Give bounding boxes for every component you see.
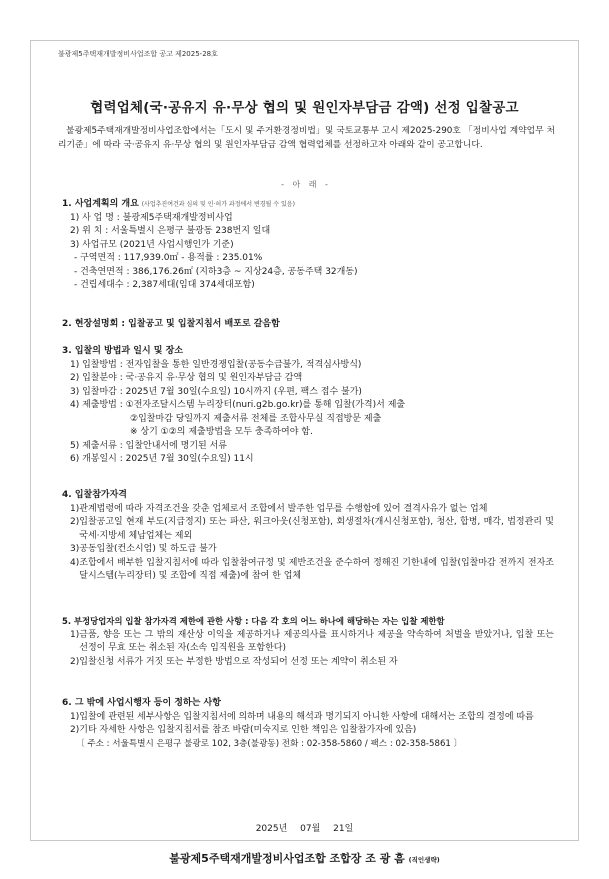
section-2 — [62, 318, 554, 332]
section-2-title: 2. 현장설명회 : 입찰공고 및 입찰지침서 배포로 갈음함 — [62, 319, 280, 329]
section-6-title: 6. 그 밖에 사업시행자 등이 정하는 사항 — [62, 698, 221, 708]
section-1-note: (사업추진여건과 심의 및 인·허가 과정에서 변경될 수 있음) — [141, 201, 295, 208]
section-3-subitem: ②입찰마감 당일까지 제출서류 전체를 조합사무실 직접방문 제출 — [130, 413, 382, 424]
section-1-title: 1. 사업계획의 개요 (사업추진여건과 심의 및 인·허가 과정에서 변경될 수 있음) — [62, 199, 295, 209]
notice-number: 불광제5주택재개발정비사업조합 공고 제2025-28호 — [58, 50, 218, 58]
section-3-subitem: ※ 상기 ①②의 제출방법을 모두 충족하여야 함. — [130, 427, 313, 437]
section-6-item: 2) 기타 자세한 사항은 입찰지침서를 참조 바람(미숙지로 인한 책임은 입찰참가자에 있음) — [70, 725, 417, 735]
section-5-item: 2) 입찰신청 서류가 거짓 또는 부정한 방법으로 작성되어 선정 또는 계약이 취소된 자 — [70, 656, 398, 667]
section-5-item: 1) 금품, 향응 또는 그 밖의 재산상 이익을 제공하거나 제공의사를 표시하거나 제공을 약속하여 처벌을 받았거나, 입찰 또는 선정이 무효 또는 취소된 자(소속 임직원을 포함한다) — [70, 629, 554, 653]
section-4-item: 4) 조합에서 배부한 입찰지침서에 따라 입찰참여규정 및 제반조건을 준수하여 정해진 기한내에 입찰(입찰마감 전까지 전자조달시스템(누리장터) 및 조합에 직접 제출)에 참여 한 업체 — [70, 557, 554, 581]
section-4-item: 3) 공동입찰(컨소시엄) 및 하도급 불가 — [70, 544, 217, 554]
announcement-date: 2025년 07월 21일 — [255, 824, 354, 834]
section-6-item: 1) 입찰에 관련된 세부사항은 입찰지침서에 의하며 내용의 해석과 명기되지 아니한 사항에 대해서는 조합의 결정에 따름 — [70, 711, 534, 722]
section-1-subitem: - 구역면적 : 117,939.0㎡ - 용적률 : 235.01% — [74, 253, 263, 263]
section-4-item: 2) 입찰공고일 현재 부도(지급정지) 또는 파산, 워크아웃(신청포함), 회생절차(개시신청포함), 청산, 합병, 매각, 법정관리 및 국세·지방세 체납업체는 제외 — [70, 517, 554, 541]
section-divider: - 아 래 - — [281, 180, 328, 189]
section-4 — [62, 489, 554, 584]
section-5 — [62, 615, 554, 669]
intro-paragraph: 불광제5주택재개발정비사업조합에서는「도시 및 주거환경정비법」및 국토교통부 고시 제2025-290호 「정비사업 계약업무 처리기준」에 따라 국·공유지 유·무상 협의 및 원인자부담금 감액 협력업체를 선정하고자 아래와 같이 공고합니다. — [58, 126, 555, 150]
section-3-item: 3) 입찰마감 : 2025년 7월 30일(수요일) 10시까지 (우편, 팩스 접수 불가) — [70, 386, 362, 397]
section-5-title: 5. 부정당업자의 입찰 참가자격 제한에 관한 사항 : 다음 각 호의 어느 하나에 해당하는 자는 입찰 제한함 — [62, 616, 445, 626]
section-1-item: 2) 위 치 : 서울특별시 은평구 불광동 238번지 일대 — [70, 226, 271, 236]
signature-line — [30, 850, 579, 866]
section-1-subitem: - 건립세대수 : 2,387세대(임대 374세대포함) — [74, 280, 255, 290]
section-6 — [62, 697, 554, 751]
section-1-item: 3) 사업규모 (2021년 사업시행인가 기준) — [70, 239, 234, 250]
section-3-item: 1) 입찰방법 : 전자입찰을 통한 일반경쟁입찰(공동수급불가, 적격심사방식) — [70, 359, 362, 370]
section-1-item: 1) 사 업 명 : 불광제5주택재개발정비사업 — [70, 212, 233, 223]
section-3-item: 4) 제출방법 : ①전자조달시스템 누리장터(nuri.g2b.go.kr)를 통해 입찰(가격)서 제출 — [70, 400, 406, 410]
section-3-item: 6) 개봉일시 : 2025년 7월 30일(수요일) 11시 — [70, 454, 254, 464]
section-3-item: 2) 입찰분야 : 국·공유지 유·무상 협의 및 원인자부담금 감액 — [70, 373, 303, 383]
section-4-title: 4. 입찰참가자격 — [62, 490, 127, 500]
page-title: 협력업체(국·공유지 유·무상 협의 및 원인자부담금 감액) 선정 입찰공고 — [90, 100, 519, 116]
section-3-title: 3. 입찰의 방법과 일시 및 장소 — [62, 346, 183, 356]
signature-note: (직인생략) — [408, 856, 440, 864]
section-3 — [62, 345, 554, 467]
section-3-item: 5) 제출서류 : 입찰안내서에 명기된 서류 — [70, 440, 227, 451]
signature-text: 불광제5주택재개발정비사업조합 조합장 조 광 흠 — [169, 852, 405, 865]
section-4-item: 1) 관계법령에 따라 자격조건을 갖춘 업체로서 조합에서 발주한 업무를 수행함에 있어 결격사유가 없는 업체 — [70, 503, 488, 514]
section-1-subitem: - 건축연면적 : 386,176.26㎡ (지하3층 ~ 지상24층, 공동주택 32개동) — [74, 266, 358, 277]
section-1 — [62, 198, 554, 293]
contact-info: 〔 주소 : 서울특별시 은평구 불광로 102, 3층(불광동) 전화 : 02-358-5860 / 팩스 : 02-358-5861 〕 — [76, 738, 463, 749]
